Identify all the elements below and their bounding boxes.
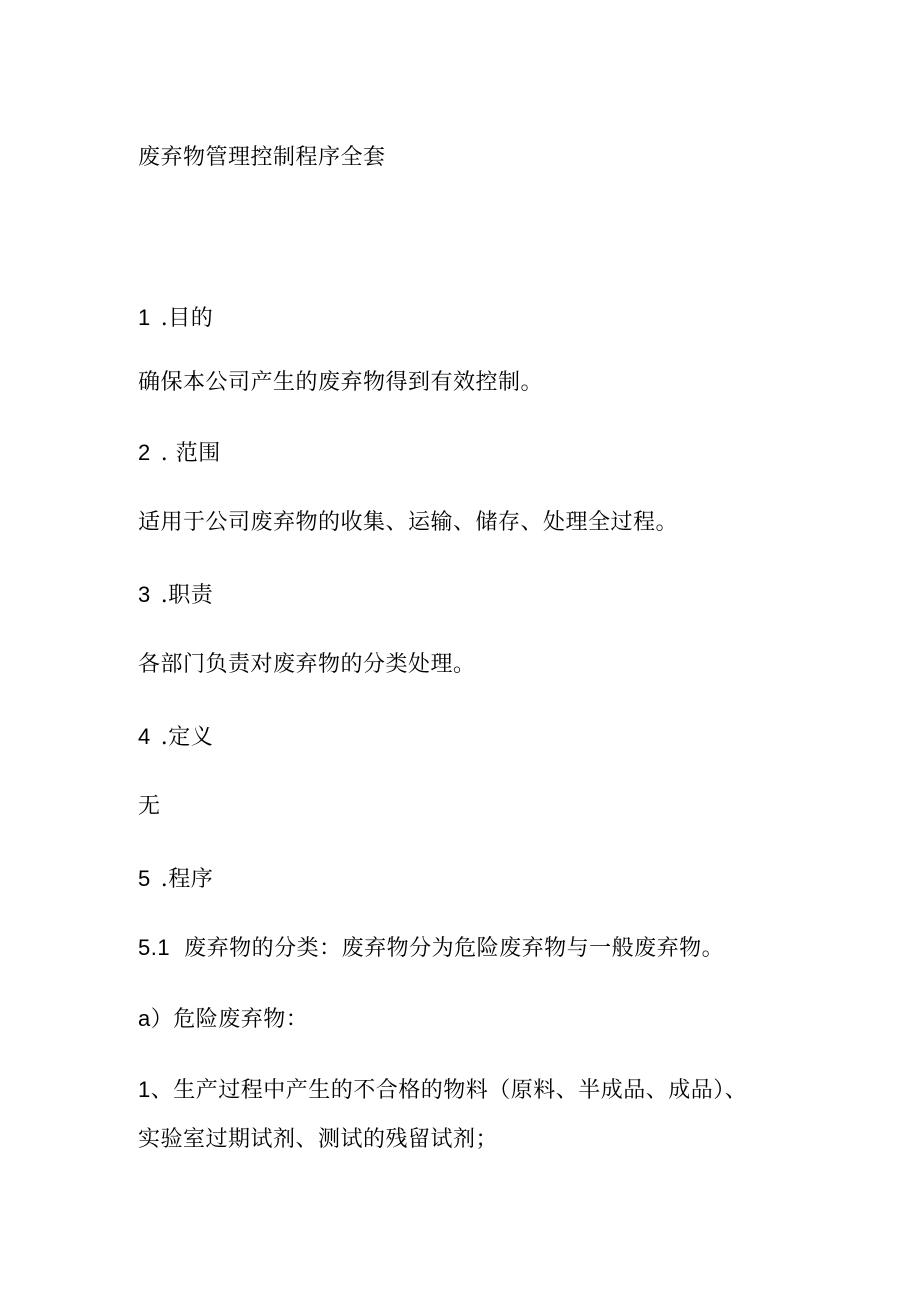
list-item-a [138,1004,308,1035]
item-text: 、生产过程中产生的不合格的物料（原料、半成品、成品）、 [150,1078,748,1103]
section-body-4: 无 [138,794,161,819]
subsection-text: 废弃物的分类：废弃物分为危险废弃物与一般废弃物。 [184,936,725,961]
item-number: 1 [138,1077,151,1102]
item-letter: a [138,1006,151,1031]
subsection-number: 5.1 [138,935,171,960]
section-number: 5 [138,866,151,891]
item-text: ）危险废弃物： [150,1007,309,1032]
section-label: .目的 [160,306,214,331]
section-body-2: 适用于公司废弃物的收集、运输、储存、处理全过程。 [138,510,679,535]
section-label: .定义 [160,725,214,750]
section-label: .职责 [160,583,214,608]
subsection-5-1 [138,933,724,964]
section-number: 2 [138,440,151,465]
section-heading-5 [138,864,213,895]
list-item-1-line-1 [138,1075,747,1106]
section-number: 1 [138,305,151,330]
section-label: . 范围 [160,441,221,466]
list-item-1-line-2: 实验室过期试剂、测试的残留试剂； [138,1127,499,1152]
section-heading-2 [138,438,221,469]
section-label: .程序 [160,867,214,892]
section-number: 4 [138,724,151,749]
document-title: 废弃物管理控制程序全套 [138,145,386,170]
section-heading-4 [138,722,213,753]
section-body-3: 各部门负责对废弃物的分类处理。 [138,652,476,677]
section-heading-1 [138,303,213,334]
section-body-1: 确保本公司产生的废弃物得到有效控制。 [138,370,544,395]
section-number: 3 [138,582,151,607]
section-heading-3 [138,580,213,611]
